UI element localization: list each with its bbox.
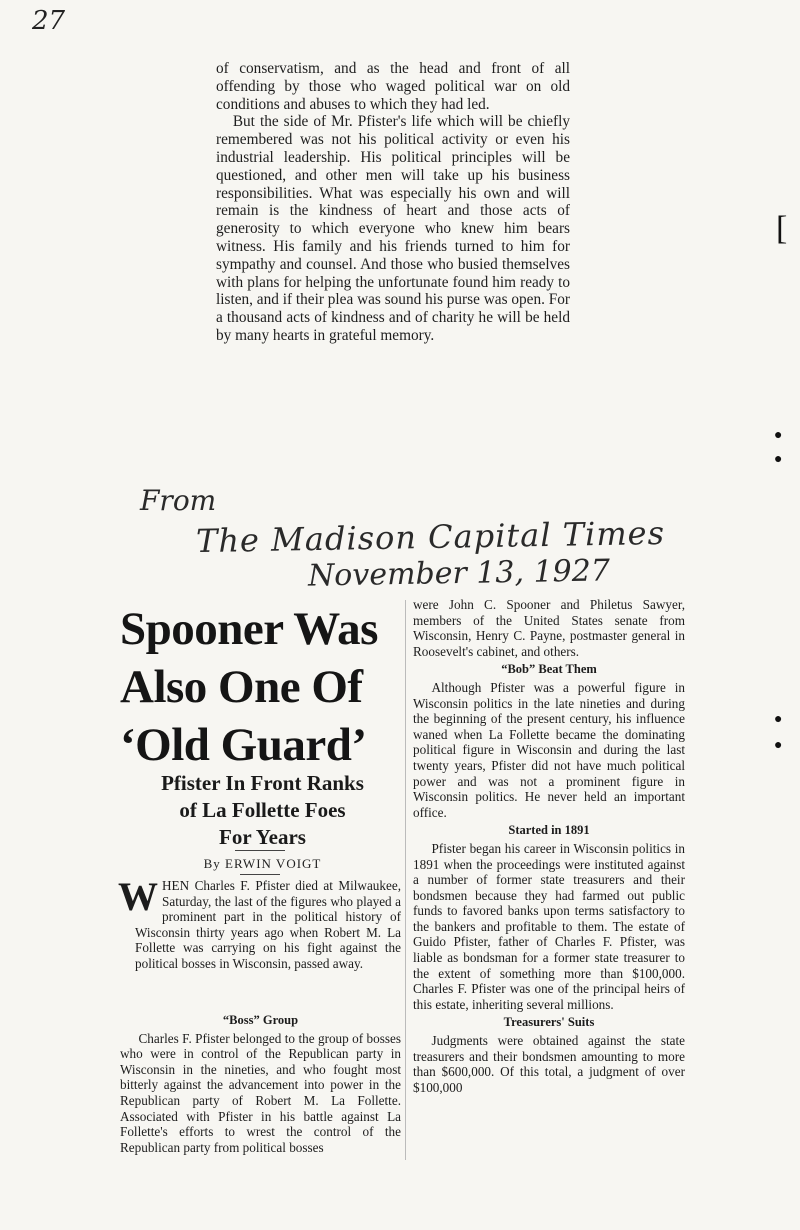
subhead-line: For Years [219, 825, 306, 849]
column-divider [405, 600, 406, 1160]
edge-bracket-mark: [ [776, 210, 788, 247]
byline-rule [240, 874, 280, 875]
article-headline [120, 600, 405, 774]
edge-dot-mark: ● [774, 428, 783, 443]
dropcap: W [118, 874, 158, 919]
para-started-1891: Pfister began his career in Wisconsin politics in 1891 when the proceedings were instituted against a number of former state treasurers and their bondsmen because they had farmed out public funds to favored banks upon terms satisfactory to the bankers and profitable to them. The estate of Guido Pfister, father of Charles F. Pfister, was liable as bondsman for a former state treasurer to the extent of something more than $100,000. Charles F. Pfister was one of the principal heirs of this estate, inheriting several millions. [413, 840, 685, 1012]
para-boss-group: Charles F. Pfister belonged to the group of bosses who were in control of the Republican party in Wisconsin in the nineties, and who fought most bitterly against the advancement into power in the Republican party of Robert M. La Follette. Associated with Pfister in his battle against La Follette's efforts to wrest the control of the Republican party from political bosses [120, 1030, 401, 1155]
lead-text: HEN Charles F. Pfister died at Milwaukee, Saturday, the last of the figures who played a prominent part in the political history of Wisconsin thirty years ago when Robert M. La Follette was carrying on his fight against the political bosses in Wisconsin, passed away. [135, 878, 401, 971]
handwritten-from: From [140, 484, 217, 517]
article-right-column [413, 597, 685, 1095]
subheading-boss-group: “Boss” Group [222, 1013, 299, 1027]
headline-line: Spooner Was [120, 603, 378, 655]
page-number: 27 [32, 6, 66, 36]
top-clipping-para1: of conservatism, and as the head and front of all offending by those who waged political war on old conditions and abuses to which they had led. [216, 60, 570, 113]
edge-dot-mark: ● [774, 738, 783, 753]
subhead-line: Pfister In Front Ranks [161, 771, 364, 795]
para-continued: were John C. Spooner and Philetus Sawyer, members of the United States senate from Wisconsin, Henry C. Payne, postmaster general in Roosevelt's cabinet, and others. [413, 597, 685, 659]
para-bob-beat-them: Although Pfister was a powerful figure in Wisconsin politics in the late nineties and during the beginning of the present century, his influence waned when La Follette became the dominating political figure in Wisconsin and during the last twenty years, Pfister did not have much political power and was not a prominent figure in Wisconsin politics. He never held an important office. [413, 679, 685, 820]
handwritten-paper-name: The Madison Capital Times [195, 513, 666, 561]
subheading-started-1891: Started in 1891 [508, 823, 590, 838]
edge-dot-mark: ● [774, 712, 783, 727]
article-subhead [120, 770, 405, 851]
para-treasurers-suits: Judgments were obtained against the state treasurers and their bondsmen amounting to more than $600,000. Of this total, a judgment of over $100,000 [413, 1033, 685, 1095]
subheading-treasurers-suits: Treasurers' Suits [503, 1015, 595, 1030]
edge-dot-mark: ● [774, 452, 783, 467]
subhead-line: of La Follette Foes [179, 798, 346, 822]
top-clipping [216, 60, 570, 345]
headline-line: ‘Old Guard’ [120, 719, 367, 771]
top-clipping-para2: But the side of Mr. Pfister's life which will be chiefly remembered was not his political activity or even his industrial leadership. His political principles will be questioned, and other men will take up his business responsibilities. What was especially his own and will remain is the kindness of heart and those acts of generosity to which everyone who knew him bears witness. His family and his friends turned to him for sympathy and counsel. And those who busied themselves with plans for helping the unfortunate found him ready to listen, and if their plea was sound his purse was open. For a thousand acts of kindness and of charity he will be held by many hearts in grateful memory. [216, 113, 570, 344]
byline: By ERWIN VOIGT [203, 856, 322, 871]
byline-rule [235, 850, 285, 851]
headline-line: Also One Of [120, 661, 363, 713]
handwritten-date: November 13, 1927 [307, 553, 611, 594]
article-lead [118, 874, 401, 972]
article-left-column [120, 1010, 401, 1155]
subheading-bob-beat-them: “Bob” Beat Them [501, 662, 597, 677]
